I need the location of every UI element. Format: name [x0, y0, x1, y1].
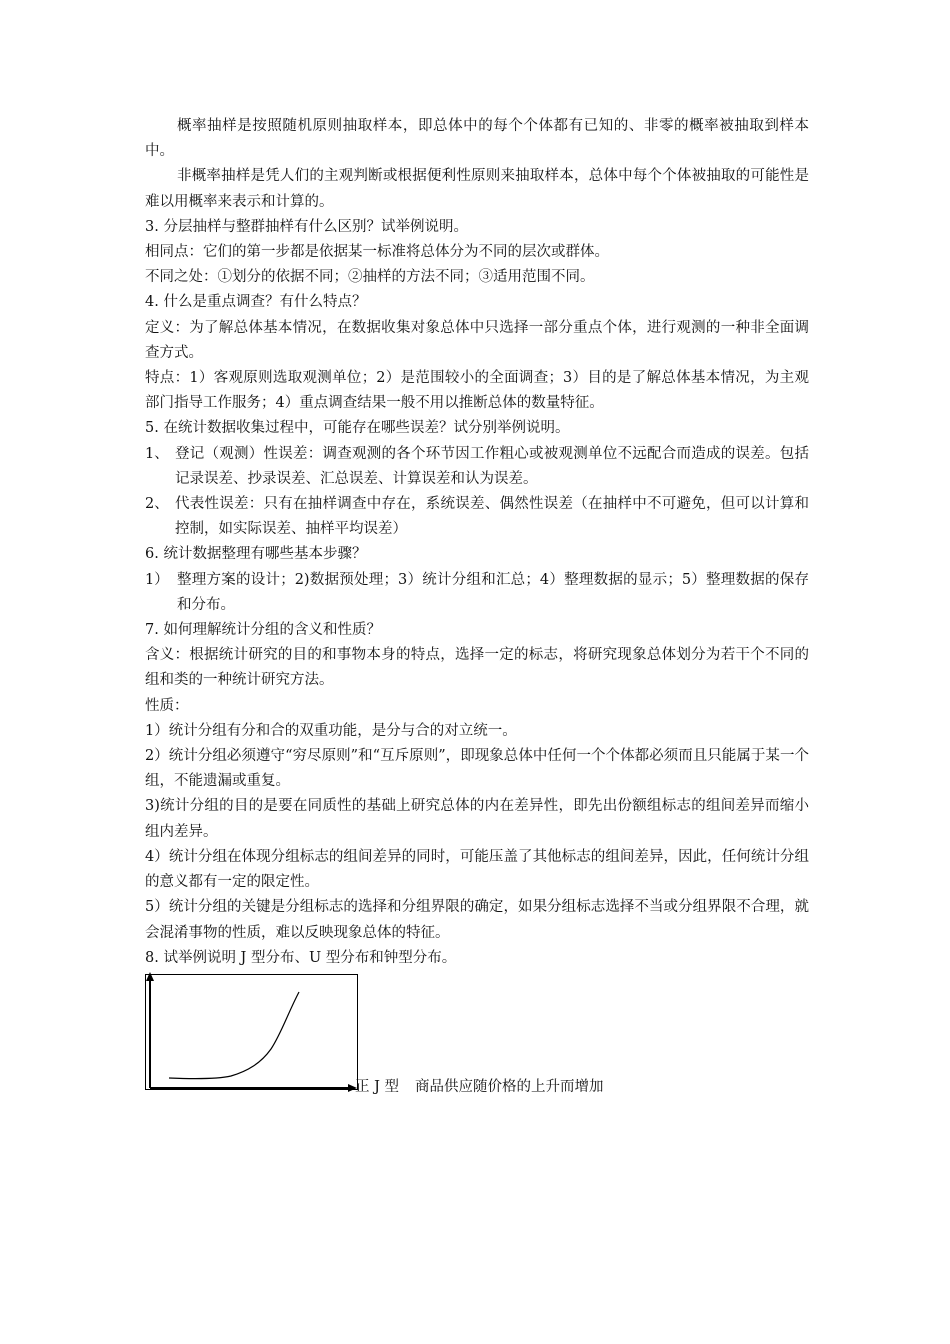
q7-nature-1: 1）统计分组有分和合的双重功能，是分与合的对立统一。	[145, 722, 517, 739]
paragraph-nonprobability-sampling: 非概率抽样是凭人们的主观判断或根据便利性原则来抽取样本，总体中每个个体被抽取的可能性是难以用概率来表示和计算的。	[145, 168, 809, 210]
q3-similarity: 相同点：它们的第一步都是依据某一标准将总体分为不同的层次或群体。	[145, 244, 609, 261]
q6-list-item	[145, 568, 809, 618]
q5-list-item	[145, 442, 809, 492]
question-7-title: 7. 如何理解统计分组的含义和性质？	[145, 622, 381, 639]
j-distribution-figure	[143, 970, 743, 1100]
y-axis-arrow	[146, 972, 154, 981]
list-text: 登记（观测）性误差：调查观测的各个环节因工作粗心或被观测单位不远配合而造成的误差。包括记录误差、抄录误差、汇总误差、计算误差和认为误差。	[175, 445, 809, 487]
q7-nature-label: 性质：	[145, 697, 189, 714]
figure-caption	[355, 1077, 604, 1097]
question-6-title: 6. 统计数据整理有哪些基本步骤？	[145, 546, 367, 563]
question-4-title: 4. 什么是重点调查？有什么特点？	[145, 294, 367, 311]
list-number: 1、	[145, 445, 169, 462]
list-text: 整理方案的设计；2)数据预处理；3）统计分组和汇总；4）整理数据的显示；5）整理数据的保存和分布。	[177, 571, 809, 613]
q5-list-item	[145, 492, 809, 542]
list-number: 2、	[145, 496, 169, 513]
caption-description: 商品供应随价格的上升而增加	[415, 1079, 604, 1095]
question-8-title: 8. 试举例说明 J 型分布、U 型分布和钟型分布。	[145, 949, 457, 966]
caption-type: 正 J 型	[355, 1079, 400, 1095]
q7-nature-4: 4）统计分组在体现分组标志的组间差异的同时，可能压盖了其他标志的组间差异，因此，任何统计分组的意义都有一定的限定性。	[145, 848, 809, 891]
j-curve-diagram	[143, 970, 373, 1100]
document-body	[145, 114, 809, 971]
paragraph-probability-sampling: 概率抽样是按照随机原则抽取样本，即总体中的每个个体都有已知的、非零的概率被抽取到样本中。	[145, 118, 809, 160]
q4-features: 特点：1）客观原则选取观测单位；2）是范围较小的全面调查；3）目的是了解总体基本情况，为主观部门指导工作服务；4）重点调查结果一般不用以推断总体的数量特征。	[145, 370, 809, 412]
q4-definition: 定义：为了解总体基本情况，在数据收集对象总体中只选择一部分重点个体，进行观测的一种非全面调查方式。	[145, 319, 809, 361]
list-text: 代表性误差：只有在抽样调查中存在，系统误差、偶然性误差（在抽样中不可避免，但可以计算和控制，如实际误差、抽样平均误差）	[175, 496, 809, 538]
question-3-title: 3. 分层抽样与整群抽样有什么区别？试举例说明。	[145, 218, 468, 235]
list-number: 1）	[145, 571, 169, 588]
question-5-title: 5. 在统计数据收集过程中，可能存在哪些误差？试分别举例说明。	[145, 420, 570, 437]
q7-nature-5: 5）统计分组的关键是分组标志的选择和分组界限的确定，如果分组标志选择不当或分组界限不合理，就会混淆事物的性质，难以反映现象总体的特征。	[145, 899, 809, 941]
q3-difference: 不同之处：①划分的依据不同；②抽样的方法不同；③适用范围不同。	[145, 269, 595, 286]
q7-nature-2: 2）统计分组必须遵守“穷尽原则”和“互斥原则”，即现象总体中任何一个个体都必须而且只能属于某一个组，不能遗漏或重复。	[145, 748, 809, 790]
j-curve	[169, 992, 299, 1079]
q7-nature-3: 3)统计分组的目的是要在同质性的基础上研究总体的内在差异性，即先出份额组标志的组间差异而缩小组内差异。	[145, 798, 809, 840]
q7-meaning: 含义：根据统计研究的目的和事物本身的特点，选择一定的标志，将研究现象总体划分为若干个不同的组和类的一种统计研究方法。	[145, 647, 809, 689]
figure-frame	[146, 975, 358, 1090]
